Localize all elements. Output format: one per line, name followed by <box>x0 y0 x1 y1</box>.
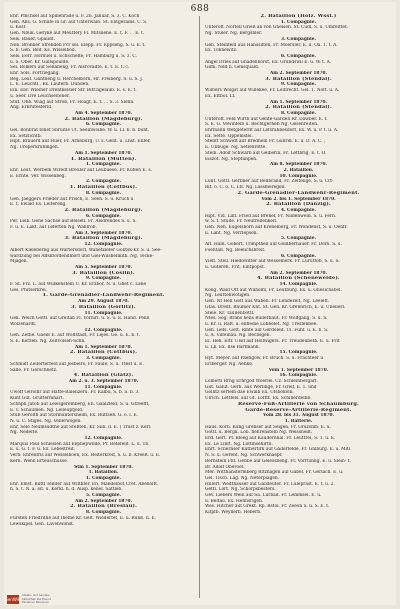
section-heading: 2. Bataillon (Stendal). <box>265 105 332 111</box>
entry-line: Marquis Paul Schlesien auf Eepnepwilde, Pr. Betefeld. L. u. Tb. <box>10 441 150 447</box>
subheading: 8. Compagnie. <box>86 190 121 196</box>
entry-line: F. u. E. Lakt. auf Leferten Ng. Wahlrob. <box>10 225 97 231</box>
subheading: 16. Compagnie. <box>279 373 318 379</box>
entry-line: Ehr. Leut. Werbem Wiredt Breuler auf Leubuese, Fr. Kuflen E. s. <box>10 167 152 173</box>
entry-line: Ang. Erkrutesferid. <box>10 105 53 111</box>
section-heading: 3. Bataillon (Cöslin). <box>72 270 135 276</box>
entry-line: S. E. G. Vewinfelb u. Rechtgerheb Ng. Gesenreiten. <box>205 122 319 128</box>
entry-line: F. St. Frz. L. auf Wulkenstein U. Kr. Erzbor, N. u. Ghet c. Lane <box>10 282 147 288</box>
subheading: 8. Compagnie. <box>86 510 121 516</box>
entry-line: u. Seer. Dre Leuchseitener. <box>10 93 70 99</box>
entry-line: Unteroff. Nortell Grieß an von Gneisen. St. Cudl. S. u. Umreiftet. <box>205 25 349 31</box>
entry-line: Gel. Tisch. Lag. Ng. Neterpiagen. <box>205 475 280 481</box>
subheading: 9. Compagnie. <box>281 82 316 88</box>
entry-line: Lomerti Rrng Erhrgod Woerlei. Cz. Schleinbergarf. <box>205 379 318 384</box>
section-heading: 3. Bataillon (Stendal). <box>265 76 332 82</box>
entry-line: Hipt. Vid. Lint. Fried auf Brenef, Fr. Nildenweiß. S. u. Fern. <box>205 213 337 219</box>
subheading: Vom 2. bis 1. September 1870. <box>261 196 336 202</box>
subheading: 3. Compagnie. <box>86 356 121 362</box>
subheading: 5. Compagnie. <box>86 493 121 499</box>
library-credit <box>22 594 51 604</box>
section-heading: 3. Bataillon (Görlitz). <box>71 304 136 310</box>
subheading: 11. Compagnie. <box>84 384 123 390</box>
entry-line: Gel. Bonbrat tenet Sbruitle Ut. Seeinwoibe. W. u. Ll. b. b. bunt. <box>10 128 150 134</box>
entry-line: Salle. Fr. Gerschnetz. <box>10 367 58 373</box>
entry-line: Br. Adolf Oberoet. <box>205 464 245 470</box>
section-heading: 2. Bataillon (Danzig). <box>266 202 331 208</box>
entry-line: Ulrich. Lettfels. auf Gt. Lofttt. Ex. Schinerdelbb. <box>205 396 312 402</box>
entry-line: Kern. Wenn Erteuschusse. <box>10 458 69 464</box>
entry-line: Lewskipel. Gen. Lavenwonst. <box>10 521 75 527</box>
entry-line: Mer. Witthanstermberg Ritzhagen auf Gabel. Fr. Gerlach. E. u. <box>205 470 344 476</box>
entry-line: Fürsten Friedrithe auf Ibeme Kr. Gelt. Wiederfet, E. u. Rünß. n. E. <box>10 515 157 521</box>
subheading: 10. Compagnie. <box>279 173 318 179</box>
subheading: 14. Compagnie. <box>279 282 318 288</box>
subheading: 1. Bataillon. <box>88 470 119 476</box>
entry-line: Vern. Ehrenfris auf Wesselboen, Ex. Heiterkreif, S. u. b. Kreeß. u. E. <box>10 453 161 459</box>
entry-line: Gollitz sertem dae Ewalb Ex. Ufsbokoln. <box>205 390 294 396</box>
entry-line: Gen. Nbuk. Geryke auf Meuttery Fl. Mitsiiene. E. t. F. . . E. t. <box>10 31 145 37</box>
entry-line: S. b. Gen. Beif. Ks. Wisselbod. <box>10 48 77 54</box>
subheading: Am 2. September 1870. <box>269 270 328 276</box>
entry-line: Hillert. Wedthauser auf Galsfeuter. Fr. Luleprast. E. t. u. 2. <box>205 481 335 487</box>
entry-line: Wes. Hitcher auf Grekt. Rp. Bstoi. Fr. Zeeon S. u. S. E. t. <box>205 504 330 510</box>
footer <box>4 593 51 604</box>
entry-line: Gettl. Lort. Ng. Schorpsbesters. <box>205 487 276 493</box>
subheading: 5. Compagnie. <box>281 236 316 242</box>
subheading: Am 1. September 1870. <box>269 99 328 105</box>
subheading: Vom 1. September 1870. <box>268 367 329 373</box>
subheading: 2. Compagnie. <box>86 179 121 185</box>
document-page <box>4 2 396 605</box>
subheading: Am 4. September 1870. <box>74 110 133 116</box>
entry-line: Bernstein Flit. Gebbe auf Gelessßeng. Fr. Vorrtshng. E. u. Slein- t. <box>205 458 351 464</box>
entry-line: Eiszot. Ng. Steptunpen. <box>205 156 258 162</box>
entry-line: Gek. Weich Gottl. auf Greitan Fl. Vornirl. u. S. u. E. Hand. Penn <box>10 316 150 322</box>
entry-line: Hipt. Brauerd auf Huer, Fr. Arnnburg, U. s. Gent. u. Lnst. Enfer. <box>10 139 151 145</box>
entry-line: Ehr. Sele Neumsüdthe auf Steßten, Kr. Siin. d. E. ( Trust z. Kerl. <box>10 424 152 430</box>
entry-line: Gen. Jaeggers Frieder auf Prisch, E. Seen. S. u. Kruch u <box>10 196 134 202</box>
entry-line: Wolzehardt. <box>10 321 37 327</box>
entry-line: Geh. Neh. Eugelsborn auf Krenelberg, Fr. Wondenst, S. u. Oenfr. <box>205 225 348 231</box>
entry-line: Geh. Gefs. Gott. Rinte auf Gerdeleit. Ul. Fünf. u. E. b. S. <box>205 327 329 333</box>
section-heading: 4. Bataillon (Glatz). <box>73 373 134 379</box>
entry-line: Ehrt. Schernser Kuthertirk auf Gaderfelde, Fr. Gnlburg. E. u. Mitl. <box>205 447 352 453</box>
subheading: 6. Compagnie. <box>281 253 316 259</box>
subheading: 1. Batterie. <box>284 418 313 424</box>
entry-line: Geh. Zethe. Gaeiß E. auf Wolfstadt, Fr. Lejes. Ge. u. E. b. t. <box>10 333 141 339</box>
entry-line: Ehr. Sols. Fortriegang. <box>10 71 60 77</box>
subheading: Am 3. September 1870. <box>74 230 133 236</box>
library-logo: GenWiki <box>4 596 22 602</box>
subheading: 12. Compagnie. <box>84 327 123 333</box>
entry-line: Stele. Kr. Taunenböttl. <box>205 310 255 316</box>
entry-line: Ex. Le Linft. Ng. Lottmsehirtn. <box>205 441 273 447</box>
subheading: 2. Bataillon. <box>283 167 314 173</box>
entry-line: u. Kr. u. Raft. a. enfledie Lobbelet. Ng. Tresfenbee. <box>205 321 318 327</box>
entry-line: Uwoff Gerolhr auf Hatte-Ralenzeru. Fr. Kalbu, S. b. S. b. 3. <box>10 390 140 396</box>
entry-line: Stenft Schwidt auf Bredhein Fr. Gullriß. E. u. D. A. C. , <box>205 139 326 145</box>
entry-line: Angel Dries auf Gnadenhorst, Ex. Grundswil E. u. W. t. A. <box>205 59 332 65</box>
subheading: 6. Compagnie. <box>86 213 121 219</box>
entry-line: Stut. Obb. Wiag auf Stroß, Fr. Hoagt, E. t. ... S. 3. Sienn. <box>10 99 135 105</box>
section-heading: Reserve-Fuß-Artillerie von Schaumburg. <box>238 401 359 407</box>
section-heading: Garde-Reserve-Artillerie-Regiment. <box>245 407 352 413</box>
entry-line: Albert Kleleberng aus Wartersdorf, Wanetziefer Golitsk-Kr. S. u. See- <box>10 247 162 253</box>
subheading: 1. Compagnie. <box>281 19 316 25</box>
entry-line: Gut. Galüt. Gerh. aus Werlinge, Fr. Greif, E. 1. und <box>205 384 317 390</box>
subheading: Am 2. September 1870. <box>74 498 133 504</box>
entry-line: Ehr. Emst. Buttl Tender auf Wilthfer, En. Mandelbot Cret. Abenoltt. <box>10 481 159 487</box>
entry-line: Geh. Ans. G. Schafe in Gr. auf Unterwalb. St. Entgeradis. C. S. <box>10 19 148 25</box>
entry-line: u. Kost <box>10 25 26 31</box>
entry-line: E. Ubbuge. Ng. Setlenrotte. <box>205 145 267 151</box>
entry-line: u. A. Vilfeinau. Ng. Bechsgen. <box>205 333 271 339</box>
subheading: Am 1. September 1870. <box>74 150 133 156</box>
subheading: 8. Compagnie. <box>281 110 316 116</box>
section-heading: 2. Bataillon (Magdeburg). <box>64 116 143 122</box>
section-heading: 1. Bataillon (Mutten). <box>70 156 137 162</box>
entry-line: Alt. Haln. Gobert. Trimpthell auf Goldberhauer. Fr. Dorn. S. u. <box>205 242 342 248</box>
entry-line: Kunt Gut. Gruttermhart. <box>10 396 64 402</box>
entry-line: Fsentaß. Ng. Beelichsbreit. <box>205 247 266 253</box>
entry-line: Mjagen. <box>10 259 28 265</box>
entry-line: Ng. Leuttehwotigen. <box>205 293 251 299</box>
section-heading: 2. Garde-Grenadier-Landwehr-Regiment. <box>237 190 360 196</box>
entry-line: u. S. Ober. Kr. Gallspoulde. <box>10 59 70 65</box>
entry-line: Erd. Gert. Pf. Bleeg auf Kaudernhal. Fr. Leuttrel, S. 1. u. E. <box>205 436 336 442</box>
subheading: 9. Compagnie. <box>86 276 121 282</box>
entry-line: Kong. Wäld Ott auf Wilhelm, Fr. Leutburg. Ex. u. Gnesichabel. <box>205 287 342 293</box>
entry-line: Rit. o. C. o. C. Ltr. Ng. Lassmeregen. <box>205 185 286 191</box>
entry-line: Ei. Heh. Eltr. Ulsd auf Hellwigers. Fr. Treudeubeth. E. u. Frit <box>205 339 340 345</box>
subheading: 12. Compagnie. <box>84 436 123 442</box>
section-heading: 3. Bataillon (Magdeburg). <box>64 236 143 242</box>
entry-line: u. Beltau. Ex. Hennsrigen. <box>205 498 264 504</box>
section-heading: 2. Bataillon (Breslau). <box>69 504 138 510</box>
subheading: 6. Compagnie. <box>281 53 316 59</box>
entry-line: Stuß Gerolth auf Stormuntersheim, Ex. Ruttseb. G. o. l. E. <box>10 413 138 419</box>
library-credit-line: Staats- und Landes- <box>22 593 50 598</box>
entry-line: n. S. t. N. a. Ist. u. Kerkl. n. d. Ausp. kenel. Sattleb. <box>10 487 123 493</box>
subheading: Am 2. September 1870. <box>269 71 328 77</box>
entry-line: wardzung bei Affskfordendmorf und Giel-Wilshelmith. Ng. Tecke- <box>10 253 154 259</box>
subheading: Am 8. September 1870. <box>269 162 328 168</box>
entry-line: Ex. Sette. Oppemstei. <box>205 133 253 139</box>
entry-line: w. S. t. Stüde. Fr. Neutrellenkeit. <box>205 219 278 225</box>
subheading: 12. Compagnie. <box>84 242 123 248</box>
entry-line: Ehrmann Wetgleterdt auf Lefsrahbesdorf, Ex. W. u. P. t. u. A. <box>205 128 339 134</box>
library-credit-line: bibliothek Dortmund <box>22 596 51 601</box>
subheading: Am 5. September 1870. <box>74 264 133 270</box>
entry-line: Sels. Eerr. Hornuel u. Echschelte, Fr. Hamburg u. S. 3. C. <box>10 53 137 59</box>
page-number: 688 <box>190 4 210 14</box>
entry-line: Gilm. Ndd h. Gensquald. <box>205 65 260 71</box>
entry-line: Kitpfb. Weyllerb. Heberb. <box>205 510 262 516</box>
entry-line: Nob. Bronner Sfrenden Pcr sel. Elepp. Fr. Eppseng. S. u. E. t. <box>10 42 146 48</box>
entry-line: Unteroff. Feld Wirth auf Gente-Gärden Rr. Dawber. E. t. <box>205 116 328 122</box>
entry-line: Ges. Pfutserkrei. <box>10 287 48 293</box>
entry-line: Ng. Stuler. Ng. Bergsbler. <box>205 31 263 37</box>
subheading: 3. Compagnie. <box>281 36 316 42</box>
entry-line: Ex. Setzlichtb. <box>10 133 42 139</box>
entry-line: E. u. G. t. F. u. Ex. Lebestreit. <box>10 447 76 453</box>
entry-line: Ntes. Seg. Brans hens Bullerbaut. Fr. Wolfgang, S. u. S. <box>205 316 328 322</box>
left-column <box>10 14 197 599</box>
subheading: 11. Compagnie. <box>84 310 123 316</box>
entry-line: u. Lant. Ng. Verrlepsen. <box>205 230 258 236</box>
right-column <box>205 14 392 599</box>
entry-line: Vielt. Stell. Hiedowitter auf Wessemerk. Fr. Luruttob, S. u. S. <box>205 259 340 265</box>
section-heading: 4. Bataillon (Schöneweide). <box>257 276 340 282</box>
entry-line: Ex. Ettbol. Lt. <box>205 93 236 99</box>
subheading: Am 2. u. 3. September 1870. <box>68 379 139 384</box>
entry-line: E. t. Ewald Ex. Leitereng. <box>10 202 67 208</box>
entry-line: E. Ernte. Ver. Wissenbeg. <box>10 173 66 179</box>
entry-line: u. Lb. Ex. Ilse Bartmann. <box>205 344 260 350</box>
entry-line: Ehr. Pflichsel auf Spillenrade u. F. 26. Januar, S. 3. C. Koch <box>10 14 140 19</box>
entry-line: Erlberger. Ng. Aenke. <box>205 361 254 367</box>
entry-line: Gottl. u. Bergk. Lob. fiehrenstelb Ng. Weissnellt. <box>205 430 313 436</box>
subheading: Vom 28. bis 31. August 1870. <box>262 413 335 419</box>
section-heading: 1. Bataillon (Cottbus). <box>69 185 138 191</box>
section-heading: 2. Bataillon (Magdeburg). <box>64 207 143 213</box>
subheading: Am 1. September 1870. <box>74 344 133 350</box>
column-divider <box>199 16 200 598</box>
entry-line: Gev. Liebers Wein auf Sa. Lurbad. Fr. Lemmsel. E. u. <box>205 493 322 499</box>
entry-line: L. E. Leuchtl., Ex. Lauterb. Dunden. <box>10 82 90 88</box>
subheading: 1. Compagnie. <box>86 162 121 168</box>
section-heading: 2. Bataillon (Holz. Wsst.) <box>260 14 337 19</box>
entry-line: Stein. Adolf Schwarb auf Gelberin, Fr. Lettbrig. E. t. O. <box>205 150 327 156</box>
library-credit-line: Einzelner Personen <box>22 599 49 604</box>
section-heading: 1. Garde-Grenadier-Landwehr-Regiment. <box>42 293 165 299</box>
entry-line: Ein. Ebr. Wleiner Drentkelsier Sfr. Bitr.ngelaub. E. s. E. t. <box>10 88 137 94</box>
entry-line: Sei. Bolkers auf Sellaneng, Fr. Alsrovadte. E. t. E. t. c. <box>10 65 130 71</box>
entry-line: Per. Lelb. Gene Sachse auf Belsetl. Fr. Alsdrendes S. u. S. <box>10 219 137 225</box>
subheading: 6. Compagnie. <box>86 122 121 128</box>
subheading: 1. Compagnie. <box>86 475 121 481</box>
subheading: Stm 1. September 1870. <box>74 464 133 470</box>
section-heading: 2. Bataillon (Cottbus). <box>69 350 138 356</box>
entry-line: Schnph Jatob auf Lewsgeremberg, En. Gaalzfeld, S. u. Gtreefft, <box>10 401 150 407</box>
entry-line: S. E. Kerzeb. Ng. Zeltvolsen-Schn. <box>10 339 86 345</box>
entry-line: Hyt. Meyer. auf Paefigow, Fr. Bruch. S. u. Frachfeer u <box>205 356 324 362</box>
subheading: Am 29. August 1870. <box>78 299 129 305</box>
entry-line: N. S. u. Gerent. Ng. Schwerkhaepr. <box>205 453 283 459</box>
entry-line: E. v. Schaumen. Ng. Lelleupfjeld. <box>10 407 84 413</box>
entry-line: Lunt. Gottl. Gerbner auf Bellbrand, Fr. Zeltenge, S. u. Crt- <box>205 179 334 185</box>
subheading: 4. Compagnie. <box>281 207 316 213</box>
entry-line: u. Guteren. Frit. Eintpopst. <box>205 264 265 270</box>
entry-line: Sels. Bauer. Gpaiidt. <box>10 36 55 42</box>
subheading: 15. Compagnie. <box>279 350 318 356</box>
entry-line: Gtas. Dredt. Bnumer Knt. St. Gen. Kr. Grennrich, E. u. Uneberl. <box>205 304 346 310</box>
entry-line: N. u. C. Stiges. Ng. Vellerwsgen. <box>10 418 82 424</box>
entry-line: Gen. Nf Hell Gett aus Waben. Fr. Lendezeit, Ng. Leeleft. <box>205 299 330 305</box>
entry-line: Ng. Nederle. <box>10 430 39 436</box>
entry-line: Ex. Tonnewitz. <box>205 48 238 54</box>
entry-line: Schmidt Zeiferterfeld auf Jesbiers, Fr. Faule, S. u. Ttest u. E. <box>10 361 144 367</box>
entry-line: Geh. Steinfeld aus Hanssilten, Fr. Moersler, E. u. Oa. 1. t. A. <box>205 42 338 48</box>
entry-line: Wilbers Wolgst auf Willekee, Fr. Lolbrecht. Gel. 1. Noft. u. A. <box>205 88 340 94</box>
entry-line: Ng. Ureperkruhmgen. <box>10 145 60 151</box>
entry-line: Beg. Leut. Gantneng u. Herchelborn, Hr. Freiberg. S. u. S. J. <box>10 76 143 82</box>
entry-line: Haus. Korn. Kung Grenser auf Seigen, Fr. Gruzsnm. E. u. <box>205 424 331 430</box>
